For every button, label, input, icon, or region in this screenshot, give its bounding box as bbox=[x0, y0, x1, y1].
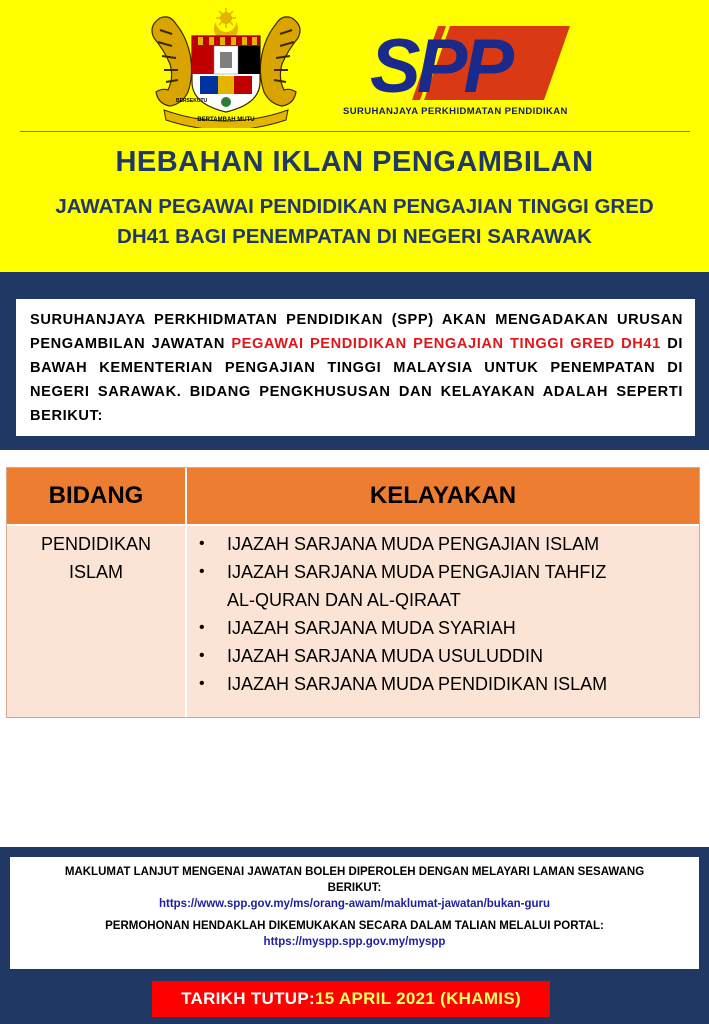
coat-of-arms-logo bbox=[146, 8, 306, 128]
header-divider bbox=[20, 131, 690, 132]
closing-date: 15 APRIL 2021 (KHAMIS) bbox=[314, 989, 521, 1008]
list-item bbox=[199, 642, 699, 670]
subtitle-line-2: DH41 BAGI PENEMPATAN DI NEGERI SARAWAK bbox=[117, 225, 592, 248]
page-subtitle bbox=[20, 192, 689, 252]
list-item bbox=[199, 614, 699, 642]
intro-box bbox=[16, 299, 695, 436]
list-item bbox=[199, 586, 699, 614]
list-item bbox=[199, 670, 699, 698]
subtitle-line-1: JAWATAN PEGAWAI PENDIDIKAN PENGAJIAN TINGGI GRED bbox=[55, 195, 654, 218]
column-header-bidang: BIDANG bbox=[7, 468, 185, 524]
apply-instruction: PERMOHONAN HENDAKLAH DIKEMUKAKAN SECARA DALAM TALIAN MELALUI PORTAL: bbox=[105, 920, 604, 932]
info-line-1: MAKLUMAT LANJUT MENGENAI JAWATAN BOLEH DIPEROLEH DENGAN MELAYARI LAMAN SESAWANG bbox=[64, 866, 645, 878]
crest-motto-upper: BERSEKUTU bbox=[176, 98, 208, 104]
column-header-kelayakan: KELAYAKAN bbox=[187, 468, 699, 524]
qualifications-list bbox=[187, 526, 699, 698]
bullet-icon: • bbox=[199, 535, 205, 552]
bullet-icon: • bbox=[199, 647, 205, 664]
bullet-icon: • bbox=[199, 619, 205, 636]
position-highlight: PEGAWAI PENDIDIKAN PENGAJIAN TINGGI GRED DH41 bbox=[231, 336, 661, 352]
closing-date-banner bbox=[152, 981, 550, 1017]
field-line-2: ISLAM bbox=[68, 562, 124, 582]
info-box bbox=[10, 857, 699, 969]
field-line-1: PENDIDIKAN bbox=[40, 534, 152, 554]
qualifications-cell bbox=[187, 526, 699, 717]
job-info-link[interactable]: https://www.spp.gov.my/ms/orang-awam/maklumat-jawatan/bukan-guru bbox=[158, 898, 551, 910]
qualification-text: AL-QURAN DAN AL-QIRAAT bbox=[227, 590, 461, 610]
field-cell bbox=[7, 526, 185, 717]
list-item bbox=[199, 558, 699, 586]
closing-label: TARIKH TUTUP: bbox=[181, 989, 315, 1008]
qualification-text: IJAZAH SARJANA MUDA USULUDDIN bbox=[227, 646, 544, 666]
org-name: SURUHANJAYA PERKHIDMATAN PENDIDIKAN bbox=[343, 106, 568, 117]
spp-logo bbox=[370, 22, 570, 104]
qualification-text: IJAZAH SARJANA MUDA PENGAJIAN ISLAM bbox=[227, 534, 600, 554]
intro-paragraph bbox=[30, 308, 683, 428]
qualification-text: IJAZAH SARJANA MUDA SYARIAH bbox=[227, 618, 516, 638]
bullet-icon: • bbox=[199, 563, 205, 580]
qualification-table bbox=[7, 468, 699, 717]
spp-logo-text: SPP bbox=[370, 24, 511, 104]
page-title: HEBAHAN IKLAN PENGAMBILAN bbox=[115, 146, 594, 178]
qualification-text: IJAZAH SARJANA MUDA PENDIDIKAN ISLAM bbox=[227, 674, 608, 694]
info-line-2: BERIKUT: bbox=[327, 882, 382, 894]
intro-text-part1: SURUHANJAYA PERKHIDMATAN PENDIDIKAN (SPP) AKAN MENGADAKAN URUSAN PENGAMBILAN JAWATAN bbox=[30, 312, 683, 352]
myspp-portal-link[interactable]: https://myspp.spp.gov.my/myspp bbox=[263, 936, 446, 948]
qualification-text: IJAZAH SARJANA MUDA PENGAJIAN TAHFIZ bbox=[227, 562, 607, 582]
bullet-icon: • bbox=[199, 675, 205, 692]
list-item bbox=[199, 530, 699, 558]
crest-motto-lower: BERTAMBAH MUTU bbox=[197, 117, 255, 123]
intro-text-part2: DI BAWAH KEMENTERIAN PENGAJIAN TINGGI MALAYSIA UNTUK PENEMPATAN DI NEGERI SARAWAK. BIDANG PENGKHUSUSAN DAN KELAYAKAN ADALAH SEPERTI BERIKUT: bbox=[30, 336, 683, 424]
